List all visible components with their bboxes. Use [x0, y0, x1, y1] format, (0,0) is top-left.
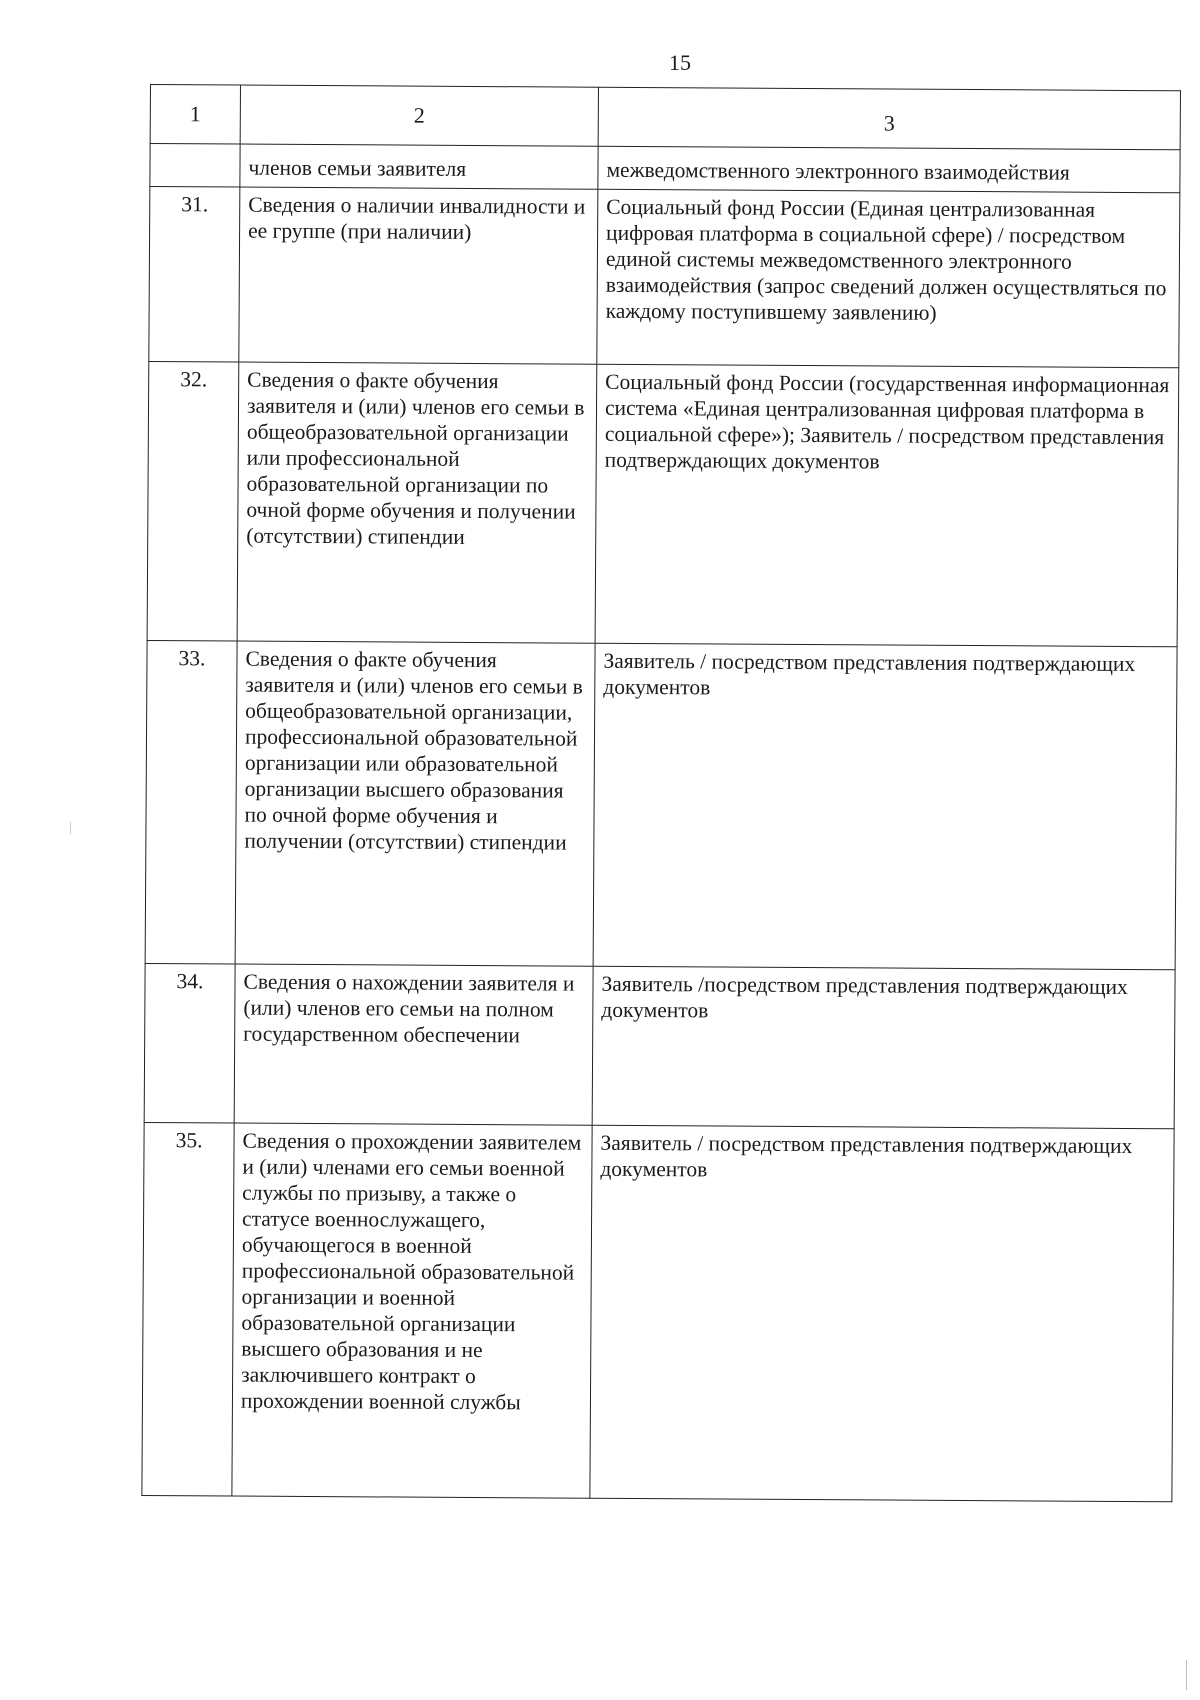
row-number: 33. — [145, 640, 237, 964]
requirements-table — [141, 84, 1181, 1502]
table-header-row — [150, 85, 1180, 150]
header-col-2: 2 — [240, 85, 598, 146]
row-source: Заявитель / посредством представления подтверждающих документов — [590, 1125, 1174, 1502]
row-number: 34. — [144, 963, 235, 1123]
table-row — [144, 963, 1175, 1128]
continuation-row — [150, 144, 1180, 193]
row-source: Социальный фонд России (государственная информационная система «Единая централизованная цифровая платформа в социальной сфере»); Заявитель / посредством представления подтверждающих документов — [595, 364, 1179, 647]
row-source: Заявитель / посредством представления подтверждающих документов — [593, 643, 1177, 970]
row-info: Сведения о факте обучения заявителя и (или) членов его семьи в общеобразовательной организации или профессиональной образовательной организации по очной форме обучения и получении (отсутствии) стипендии — [237, 362, 597, 643]
row-source: Заявитель /посредством представления подтверждающих документов — [592, 966, 1175, 1129]
row-info: Сведения о наличии инвалидности и ее группе (при наличии) — [239, 187, 598, 364]
row-info: Сведения о прохождении заявителем и (или) членами его семьи военной службы по призыву, а также о статусе военнослужащего, обучающегося в военной профессиональной образовательной организации и военной образовательной организации высшего образования и не заключившего контракт о прохождении военной службы — [232, 1123, 592, 1498]
header-col-3: 3 — [598, 87, 1180, 150]
continuation-num — [150, 144, 240, 188]
row-source: Социальный фонд России (Единая централизованная цифровая платформа в социальной сфере) / посредством единой системы межведомственного электронного взаимодействия (запрос сведений должен осуществляться по каждому поступившему заявлению) — [597, 189, 1180, 368]
table-row — [142, 1122, 1174, 1501]
table-row — [145, 640, 1177, 969]
table-row — [147, 361, 1179, 646]
continuation-info: членов семьи заявителя — [240, 144, 598, 189]
row-info: Сведения о нахождении заявителя и (или) членов его семьи на полном государственном обеспечении — [234, 964, 593, 1125]
continuation-source: межведомственного электронного взаимодействия — [598, 146, 1180, 193]
scan-artifact — [70, 822, 71, 834]
row-number: 35. — [142, 1122, 234, 1496]
header-col-1: 1 — [150, 85, 240, 145]
page-number: 15 — [669, 50, 691, 75]
row-number: 32. — [147, 361, 239, 641]
table-row — [149, 187, 1180, 368]
row-info: Сведения о факте обучения заявителя и (или) членов его семьи в общеобразовательной организации, профессиональной образовательной организации или образовательной организации высшего образования по очной форме обучения и получении (отсутствии) стипендии — [235, 641, 595, 966]
row-number: 31. — [149, 187, 240, 363]
scan-artifact — [1186, 1660, 1187, 1690]
